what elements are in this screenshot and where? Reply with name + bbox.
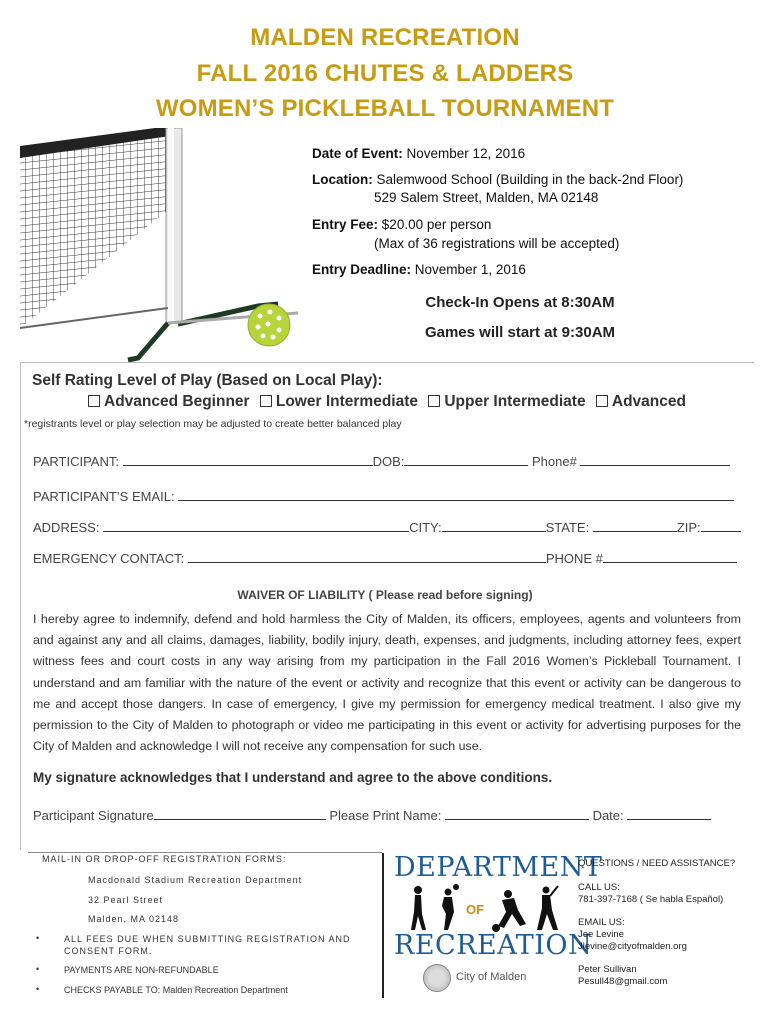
title-line-3: WOMEN’S PICKLEBALL TOURNAMENT [155,95,615,122]
waiver-text: I hereby agree to indemnify, defend and hold harmless the City of Malden, its officers, employees, agents and volunteers from and against any and all claims, damages, liability, bodily injury, death, expenses, and judgments, including attorney fees, expert witness fees and court costs in any way arising from my participation in the Fall 2016 Women’s Pickleball Tournament. I understand and am familiar with the nature of the event or activity and recognize that this event or activity can be dangerous to me and accept those dangers. In case of emergency, I give my permission for emergency medical treatment. I also give my permission to the City of Malden to photograph or video me participating in this event or activity for advertising purposes for the City of Malden and acknowledge I will not receive any compensation for such use. [33,612,741,754]
mail-in-heading: MAIL-IN OR DROP-OFF REGISTRATION FORMS: [42,854,287,864]
address-row: ADDRESS: CITY: STATE: ZIP: [33,520,741,535]
print-name-field[interactable] [445,808,589,820]
rating-option-advanced[interactable]: Advanced [596,393,686,410]
city-seal-icon [423,964,451,992]
fees-note: ALL FEES DUE WHEN SUBMITTING REGISTRATION AND CONSENT FORM. [64,934,351,956]
city-field[interactable] [442,520,546,532]
rating-option-upper-intermediate[interactable]: Upper Intermediate [428,393,585,410]
rating-heading: Self Rating Level of Play (Based on Local Play): [32,372,383,389]
bullet-icon: • [36,964,40,974]
phone-field[interactable] [580,454,730,466]
checkbox-icon[interactable] [428,395,440,407]
emergency-phone-field[interactable] [603,551,737,563]
logo-of-text: OF [466,902,485,917]
athletes-silhouette-icon [408,884,568,932]
date-field[interactable] [627,808,711,820]
rating-note: *registrants level or play selection may be adjusted to create better balanced play [24,418,402,430]
address-field[interactable] [103,520,409,532]
event-location: Location: Salemwood School (Building in the back-2nd Floor) [312,172,684,187]
mail-in-address-1: Macdonald Stadium Recreation Department [88,875,303,885]
rating-options [88,393,692,411]
entry-fee: Entry Fee: $20.00 per person [312,217,492,232]
bullet-icon: • [36,984,40,994]
entry-fee-note: (Max of 36 registrations will be accepted) [374,236,620,251]
logo-city-text: City of Malden [456,971,527,983]
event-address: 529 Salem Street, Malden, MA 02148 [374,190,599,205]
non-refundable-note: PAYMENTS ARE NON-REFUNDABLE [64,965,219,975]
title-line-1: MALDEN RECREATION [250,24,520,51]
checkbox-icon[interactable] [596,395,608,407]
title-line-2: FALL 2016 CHUTES & LADDERS [196,60,574,87]
divider [382,853,384,998]
acknowledgement: My signature acknowledges that I understand and agree to the above conditions. [33,770,553,785]
call-value: 781-397-7168 ( Se habla Español) [578,894,724,905]
state-field[interactable] [593,520,677,532]
call-label: CALL US: [578,882,620,893]
checkbox-icon[interactable] [260,395,272,407]
checkin-time: Check-In Opens at 8:30AM [425,294,615,311]
entry-deadline: Entry Deadline: November 1, 2016 [312,262,526,277]
signature-field[interactable] [154,808,326,820]
contact-2-name: Peter Sullivan [578,964,637,975]
signature-row: Participant Signature Please Print Name: Date: [33,808,711,823]
event-date: Date of Event: November 12, 2016 [312,146,526,161]
zip-field[interactable] [701,520,741,532]
mail-in-address-2: 32 Pearl Street [88,895,164,905]
bullet-icon: • [36,933,40,943]
email-label: EMAIL US: [578,917,625,928]
mail-in-address-3: Malden, MA 02148 [88,914,180,924]
contact-heading: QUESTIONS / NEED ASSISTANCE? [578,858,736,869]
waiver-heading: WAIVER OF LIABILITY ( Please read before signing) [237,588,533,602]
contact-2-email[interactable]: Pesull48@gmail.com [578,976,668,987]
rating-option-advanced-beginner[interactable]: Advanced Beginner [88,393,250,410]
checks-payable-note: CHECKS PAYABLE TO: Malden Recreation Department [64,985,288,995]
logo-recreation-text: RECREATION [394,930,593,961]
contact-1-email[interactable]: Jlevine@cityofmalden.org [578,941,687,952]
emergency-contact-field[interactable] [188,551,546,563]
pickleball-icon [246,302,292,348]
contact-1-name: Joe Levine [578,929,624,940]
email-row: PARTICIPANT’S EMAIL: [33,489,734,504]
participant-row: PARTICIPANT: DOB: Phone# [33,454,730,469]
checkbox-icon[interactable] [88,395,100,407]
logo-department-text: DEPARTMENT [394,852,603,883]
participant-field[interactable] [123,454,373,466]
emergency-row: EMERGENCY CONTACT: PHONE # [33,551,737,566]
games-start-time: Games will start at 9:30AM [424,324,616,341]
rating-option-lower-intermediate[interactable]: Lower Intermediate [260,393,418,410]
email-field[interactable] [178,489,734,501]
dob-field[interactable] [404,454,528,466]
